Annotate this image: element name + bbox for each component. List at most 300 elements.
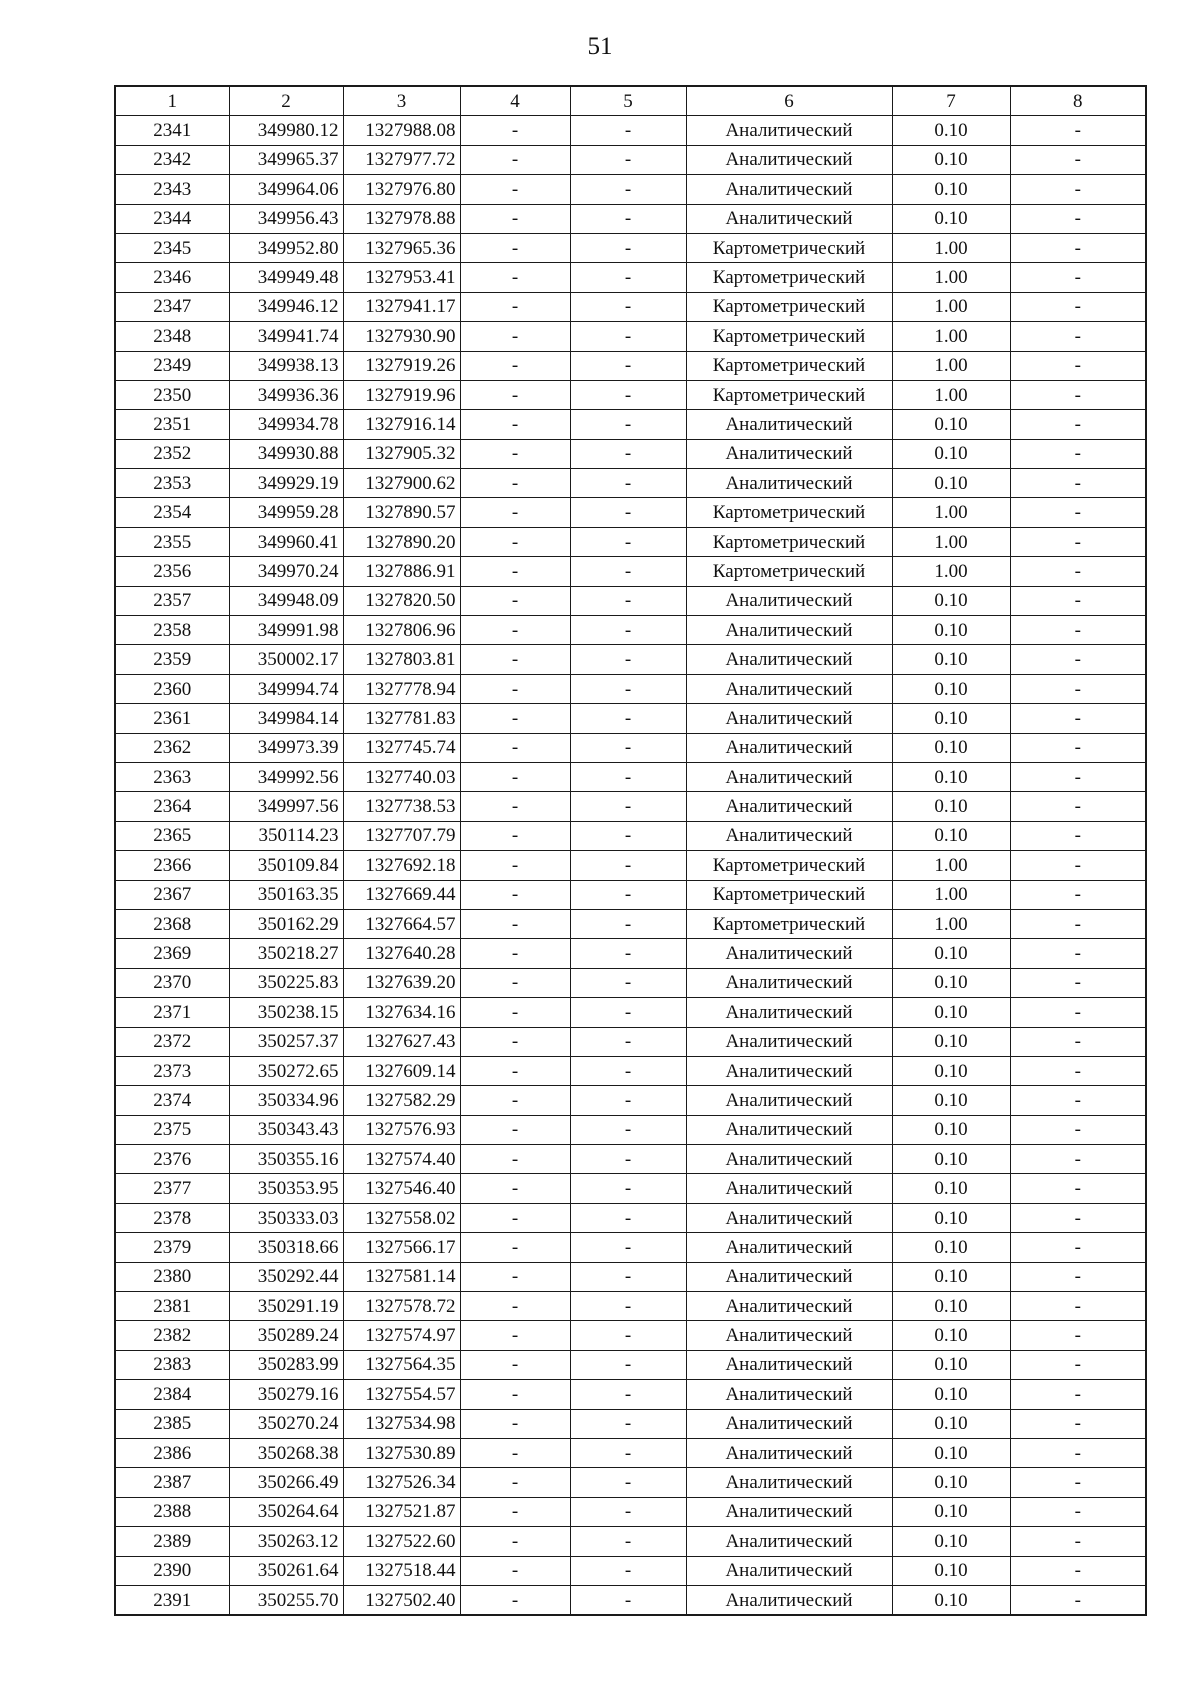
method-cell: Аналитический xyxy=(686,439,892,468)
coord-y-cell: 1327574.40 xyxy=(343,1145,460,1174)
point-number-cell: 2352 xyxy=(115,439,229,468)
point-number-cell: 2371 xyxy=(115,998,229,1027)
table-row xyxy=(115,851,1146,880)
coord-y-cell: 1327521.87 xyxy=(343,1497,460,1526)
coord-y-cell: 1327530.89 xyxy=(343,1438,460,1467)
accuracy-cell: 0.10 xyxy=(892,1292,1010,1321)
col-4-value-cell: - xyxy=(460,645,570,674)
coord-y-cell: 1327740.03 xyxy=(343,762,460,791)
col-4-value-cell: - xyxy=(460,1233,570,1262)
point-number-cell: 2389 xyxy=(115,1527,229,1556)
col-8-value-cell: - xyxy=(1010,909,1146,938)
col-8-value-cell: - xyxy=(1010,968,1146,997)
coord-y-cell: 1327669.44 xyxy=(343,880,460,909)
point-number-cell: 2359 xyxy=(115,645,229,674)
method-cell: Аналитический xyxy=(686,616,892,645)
coord-x-cell: 349970.24 xyxy=(229,557,343,586)
method-cell: Картометрический xyxy=(686,557,892,586)
accuracy-cell: 0.10 xyxy=(892,939,1010,968)
point-number-cell: 2380 xyxy=(115,1262,229,1291)
coord-x-cell: 350343.43 xyxy=(229,1115,343,1144)
coord-x-cell: 349930.88 xyxy=(229,439,343,468)
coord-y-cell: 1327707.79 xyxy=(343,821,460,850)
col-8-value-cell: - xyxy=(1010,733,1146,762)
table-row xyxy=(115,880,1146,909)
col-5-value-cell: - xyxy=(570,1203,686,1232)
col-5-value-cell: - xyxy=(570,1174,686,1203)
col-4-value-cell: - xyxy=(460,439,570,468)
coord-x-cell: 350263.12 xyxy=(229,1527,343,1556)
col-4-value-cell: - xyxy=(460,1350,570,1379)
accuracy-cell: 0.10 xyxy=(892,116,1010,145)
col-5-value-cell: - xyxy=(570,1321,686,1350)
coord-x-cell: 350355.16 xyxy=(229,1145,343,1174)
col-5-value-cell: - xyxy=(570,1556,686,1585)
coord-x-cell: 349992.56 xyxy=(229,762,343,791)
col-4-value-cell: - xyxy=(460,1438,570,1467)
col-5-value-cell: - xyxy=(570,704,686,733)
col-5-value-cell: - xyxy=(570,586,686,615)
col-8-value-cell: - xyxy=(1010,1556,1146,1585)
table-row xyxy=(115,762,1146,791)
col-4-value-cell: - xyxy=(460,1468,570,1497)
coord-x-cell: 350238.15 xyxy=(229,998,343,1027)
accuracy-cell: 1.00 xyxy=(892,322,1010,351)
accuracy-cell: 0.10 xyxy=(892,469,1010,498)
col-4-value-cell: - xyxy=(460,1292,570,1321)
method-cell: Аналитический xyxy=(686,821,892,850)
point-number-cell: 2348 xyxy=(115,322,229,351)
accuracy-cell: 1.00 xyxy=(892,880,1010,909)
accuracy-cell: 0.10 xyxy=(892,762,1010,791)
col-4-value-cell: - xyxy=(460,351,570,380)
coord-y-cell: 1327518.44 xyxy=(343,1556,460,1585)
method-cell: Аналитический xyxy=(686,968,892,997)
col-4-value-cell: - xyxy=(460,322,570,351)
method-cell: Аналитический xyxy=(686,1262,892,1291)
col-4-value-cell: - xyxy=(460,616,570,645)
coord-y-cell: 1327976.80 xyxy=(343,175,460,204)
col-5-value-cell: - xyxy=(570,880,686,909)
coord-y-cell: 1327988.08 xyxy=(343,116,460,145)
col-8-value-cell: - xyxy=(1010,1438,1146,1467)
col-4-value-cell: - xyxy=(460,1086,570,1115)
method-cell: Аналитический xyxy=(686,645,892,674)
accuracy-cell: 0.10 xyxy=(892,175,1010,204)
method-cell: Картометрический xyxy=(686,351,892,380)
coord-y-cell: 1327778.94 xyxy=(343,674,460,703)
col-5-value-cell: - xyxy=(570,616,686,645)
point-number-cell: 2383 xyxy=(115,1350,229,1379)
table-row xyxy=(115,1585,1146,1615)
col-8-value-cell: - xyxy=(1010,1145,1146,1174)
table-row xyxy=(115,939,1146,968)
table-row xyxy=(115,145,1146,174)
coord-y-cell: 1327806.96 xyxy=(343,616,460,645)
col-8-value-cell: - xyxy=(1010,469,1146,498)
coord-y-cell: 1327576.93 xyxy=(343,1115,460,1144)
col-5-value-cell: - xyxy=(570,439,686,468)
col-5-value-cell: - xyxy=(570,1292,686,1321)
accuracy-cell: 0.10 xyxy=(892,1409,1010,1438)
table-row xyxy=(115,1203,1146,1232)
col-5-value-cell: - xyxy=(570,322,686,351)
coord-x-cell: 350266.49 xyxy=(229,1468,343,1497)
accuracy-cell: 0.10 xyxy=(892,704,1010,733)
point-number-cell: 2360 xyxy=(115,674,229,703)
coord-y-cell: 1327534.98 xyxy=(343,1409,460,1438)
point-number-cell: 2342 xyxy=(115,145,229,174)
col-8-value-cell: - xyxy=(1010,586,1146,615)
col-5-value-cell: - xyxy=(570,1468,686,1497)
coord-y-cell: 1327890.20 xyxy=(343,527,460,556)
col-8-value-cell: - xyxy=(1010,1233,1146,1262)
coord-y-cell: 1327564.35 xyxy=(343,1350,460,1379)
method-cell: Аналитический xyxy=(686,1086,892,1115)
method-cell: Аналитический xyxy=(686,1115,892,1144)
point-number-cell: 2364 xyxy=(115,792,229,821)
table-row xyxy=(115,821,1146,850)
method-cell: Аналитический xyxy=(686,204,892,233)
col-4-value-cell: - xyxy=(460,939,570,968)
col-5-value-cell: - xyxy=(570,1380,686,1409)
accuracy-cell: 0.10 xyxy=(892,1262,1010,1291)
coord-x-cell: 349980.12 xyxy=(229,116,343,145)
coord-x-cell: 350002.17 xyxy=(229,645,343,674)
coord-x-cell: 349952.80 xyxy=(229,233,343,262)
table-row xyxy=(115,1086,1146,1115)
coord-x-cell: 350292.44 xyxy=(229,1262,343,1291)
point-number-cell: 2386 xyxy=(115,1438,229,1467)
col-8-value-cell: - xyxy=(1010,1203,1146,1232)
accuracy-cell: 0.10 xyxy=(892,1321,1010,1350)
col-5-value-cell: - xyxy=(570,1585,686,1615)
col-8-value-cell: - xyxy=(1010,998,1146,1027)
point-number-cell: 2356 xyxy=(115,557,229,586)
point-number-cell: 2362 xyxy=(115,733,229,762)
coord-y-cell: 1327965.36 xyxy=(343,233,460,262)
coord-y-cell: 1327905.32 xyxy=(343,439,460,468)
point-number-cell: 2382 xyxy=(115,1321,229,1350)
table-row xyxy=(115,616,1146,645)
table-row xyxy=(115,1350,1146,1379)
table-row xyxy=(115,527,1146,556)
table-row xyxy=(115,1056,1146,1085)
point-number-cell: 2365 xyxy=(115,821,229,850)
accuracy-cell: 1.00 xyxy=(892,498,1010,527)
table-row xyxy=(115,175,1146,204)
method-cell: Аналитический xyxy=(686,704,892,733)
col-5-value-cell: - xyxy=(570,851,686,880)
point-number-cell: 2391 xyxy=(115,1585,229,1615)
point-number-cell: 2375 xyxy=(115,1115,229,1144)
coord-x-cell: 349965.37 xyxy=(229,145,343,174)
col-5-value-cell: - xyxy=(570,1409,686,1438)
coord-y-cell: 1327953.41 xyxy=(343,263,460,292)
col-8-value-cell: - xyxy=(1010,1262,1146,1291)
point-number-cell: 2384 xyxy=(115,1380,229,1409)
accuracy-cell: 0.10 xyxy=(892,616,1010,645)
method-cell: Аналитический xyxy=(686,1056,892,1085)
col-8-value-cell: - xyxy=(1010,233,1146,262)
coord-y-cell: 1327890.57 xyxy=(343,498,460,527)
coord-x-cell: 349949.48 xyxy=(229,263,343,292)
col-4-value-cell: - xyxy=(460,292,570,321)
table-row xyxy=(115,439,1146,468)
point-number-cell: 2367 xyxy=(115,880,229,909)
table-body xyxy=(115,116,1146,1615)
column-header: 5 xyxy=(570,86,686,116)
coord-x-cell: 350318.66 xyxy=(229,1233,343,1262)
point-number-cell: 2369 xyxy=(115,939,229,968)
accuracy-cell: 0.10 xyxy=(892,674,1010,703)
table-row xyxy=(115,1409,1146,1438)
coord-y-cell: 1327554.57 xyxy=(343,1380,460,1409)
table-row xyxy=(115,1556,1146,1585)
coord-y-cell: 1327781.83 xyxy=(343,704,460,733)
col-5-value-cell: - xyxy=(570,645,686,674)
col-4-value-cell: - xyxy=(460,498,570,527)
col-8-value-cell: - xyxy=(1010,1409,1146,1438)
col-5-value-cell: - xyxy=(570,733,686,762)
coord-x-cell: 349973.39 xyxy=(229,733,343,762)
col-4-value-cell: - xyxy=(460,998,570,1027)
coord-x-cell: 350218.27 xyxy=(229,939,343,968)
method-cell: Аналитический xyxy=(686,469,892,498)
table-row xyxy=(115,909,1146,938)
accuracy-cell: 0.10 xyxy=(892,968,1010,997)
column-header: 2 xyxy=(229,86,343,116)
point-number-cell: 2373 xyxy=(115,1056,229,1085)
point-number-cell: 2390 xyxy=(115,1556,229,1585)
method-cell: Аналитический xyxy=(686,145,892,174)
accuracy-cell: 1.00 xyxy=(892,233,1010,262)
method-cell: Картометрический xyxy=(686,498,892,527)
col-8-value-cell: - xyxy=(1010,1380,1146,1409)
point-number-cell: 2344 xyxy=(115,204,229,233)
header-row xyxy=(115,86,1146,116)
col-5-value-cell: - xyxy=(570,498,686,527)
coord-x-cell: 349994.74 xyxy=(229,674,343,703)
col-5-value-cell: - xyxy=(570,674,686,703)
col-5-value-cell: - xyxy=(570,998,686,1027)
method-cell: Аналитический xyxy=(686,116,892,145)
accuracy-cell: 0.10 xyxy=(892,1438,1010,1467)
table-row xyxy=(115,998,1146,1027)
table-row xyxy=(115,1262,1146,1291)
method-cell: Картометрический xyxy=(686,322,892,351)
point-number-cell: 2376 xyxy=(115,1145,229,1174)
accuracy-cell: 0.10 xyxy=(892,145,1010,174)
accuracy-cell: 0.10 xyxy=(892,645,1010,674)
col-5-value-cell: - xyxy=(570,145,686,174)
accuracy-cell: 0.10 xyxy=(892,586,1010,615)
coord-x-cell: 349929.19 xyxy=(229,469,343,498)
page-number: 51 xyxy=(587,33,613,60)
coord-y-cell: 1327502.40 xyxy=(343,1585,460,1615)
accuracy-cell: 0.10 xyxy=(892,821,1010,850)
coord-y-cell: 1327745.74 xyxy=(343,733,460,762)
coord-y-cell: 1327820.50 xyxy=(343,586,460,615)
table-row xyxy=(115,968,1146,997)
col-5-value-cell: - xyxy=(570,1086,686,1115)
col-4-value-cell: - xyxy=(460,821,570,850)
method-cell: Аналитический xyxy=(686,674,892,703)
col-8-value-cell: - xyxy=(1010,1292,1146,1321)
point-number-cell: 2363 xyxy=(115,762,229,791)
accuracy-cell: 0.10 xyxy=(892,1497,1010,1526)
col-8-value-cell: - xyxy=(1010,1321,1146,1350)
method-cell: Картометрический xyxy=(686,527,892,556)
col-4-value-cell: - xyxy=(460,792,570,821)
point-number-cell: 2349 xyxy=(115,351,229,380)
accuracy-cell: 0.10 xyxy=(892,1468,1010,1497)
col-8-value-cell: - xyxy=(1010,322,1146,351)
col-8-value-cell: - xyxy=(1010,645,1146,674)
table-row xyxy=(115,1497,1146,1526)
method-cell: Картометрический xyxy=(686,233,892,262)
table-row xyxy=(115,1027,1146,1056)
col-4-value-cell: - xyxy=(460,880,570,909)
table-row xyxy=(115,1438,1146,1467)
col-5-value-cell: - xyxy=(570,792,686,821)
point-number-cell: 2378 xyxy=(115,1203,229,1232)
accuracy-cell: 0.10 xyxy=(892,1027,1010,1056)
coord-y-cell: 1327738.53 xyxy=(343,792,460,821)
point-number-cell: 2370 xyxy=(115,968,229,997)
col-4-value-cell: - xyxy=(460,1262,570,1291)
col-8-value-cell: - xyxy=(1010,410,1146,439)
point-number-cell: 2347 xyxy=(115,292,229,321)
point-number-cell: 2361 xyxy=(115,704,229,733)
col-8-value-cell: - xyxy=(1010,792,1146,821)
point-number-cell: 2377 xyxy=(115,1174,229,1203)
method-cell: Аналитический xyxy=(686,410,892,439)
accuracy-cell: 0.10 xyxy=(892,1556,1010,1585)
method-cell: Аналитический xyxy=(686,586,892,615)
col-8-value-cell: - xyxy=(1010,498,1146,527)
col-5-value-cell: - xyxy=(570,1056,686,1085)
coord-y-cell: 1327581.14 xyxy=(343,1262,460,1291)
coord-y-cell: 1327634.16 xyxy=(343,998,460,1027)
table-row xyxy=(115,204,1146,233)
method-cell: Картометрический xyxy=(686,851,892,880)
column-header: 6 xyxy=(686,86,892,116)
col-4-value-cell: - xyxy=(460,733,570,762)
accuracy-cell: 0.10 xyxy=(892,204,1010,233)
table-row xyxy=(115,1468,1146,1497)
point-number-cell: 2351 xyxy=(115,410,229,439)
accuracy-cell: 0.10 xyxy=(892,1380,1010,1409)
col-4-value-cell: - xyxy=(460,1527,570,1556)
col-4-value-cell: - xyxy=(460,557,570,586)
accuracy-cell: 0.10 xyxy=(892,1174,1010,1203)
coord-y-cell: 1327558.02 xyxy=(343,1203,460,1232)
point-number-cell: 2341 xyxy=(115,116,229,145)
col-8-value-cell: - xyxy=(1010,616,1146,645)
col-4-value-cell: - xyxy=(460,410,570,439)
point-number-cell: 2385 xyxy=(115,1409,229,1438)
coord-y-cell: 1327522.60 xyxy=(343,1527,460,1556)
accuracy-cell: 1.00 xyxy=(892,263,1010,292)
accuracy-cell: 0.10 xyxy=(892,1350,1010,1379)
col-4-value-cell: - xyxy=(460,586,570,615)
col-8-value-cell: - xyxy=(1010,674,1146,703)
method-cell: Аналитический xyxy=(686,1468,892,1497)
col-4-value-cell: - xyxy=(460,1497,570,1526)
col-4-value-cell: - xyxy=(460,1174,570,1203)
accuracy-cell: 0.10 xyxy=(892,998,1010,1027)
col-8-value-cell: - xyxy=(1010,1174,1146,1203)
coord-x-cell: 350163.35 xyxy=(229,880,343,909)
method-cell: Аналитический xyxy=(686,1556,892,1585)
coord-y-cell: 1327526.34 xyxy=(343,1468,460,1497)
coord-x-cell: 349938.13 xyxy=(229,351,343,380)
coord-x-cell: 350264.64 xyxy=(229,1497,343,1526)
method-cell: Аналитический xyxy=(686,1497,892,1526)
col-5-value-cell: - xyxy=(570,1233,686,1262)
coord-x-cell: 349948.09 xyxy=(229,586,343,615)
col-8-value-cell: - xyxy=(1010,1115,1146,1144)
accuracy-cell: 0.10 xyxy=(892,1585,1010,1615)
coord-x-cell: 349964.06 xyxy=(229,175,343,204)
coord-x-cell: 349936.36 xyxy=(229,380,343,409)
col-4-value-cell: - xyxy=(460,1115,570,1144)
accuracy-cell: 1.00 xyxy=(892,351,1010,380)
col-5-value-cell: - xyxy=(570,204,686,233)
point-number-cell: 2350 xyxy=(115,380,229,409)
point-number-cell: 2379 xyxy=(115,1233,229,1262)
point-number-cell: 2387 xyxy=(115,1468,229,1497)
coord-x-cell: 349960.41 xyxy=(229,527,343,556)
col-5-value-cell: - xyxy=(570,351,686,380)
coord-x-cell: 349934.78 xyxy=(229,410,343,439)
col-5-value-cell: - xyxy=(570,821,686,850)
col-4-value-cell: - xyxy=(460,1585,570,1615)
point-number-cell: 2346 xyxy=(115,263,229,292)
accuracy-cell: 0.10 xyxy=(892,410,1010,439)
coord-x-cell: 350333.03 xyxy=(229,1203,343,1232)
coord-x-cell: 349997.56 xyxy=(229,792,343,821)
col-4-value-cell: - xyxy=(460,1203,570,1232)
col-4-value-cell: - xyxy=(460,851,570,880)
accuracy-cell: 0.10 xyxy=(892,1086,1010,1115)
accuracy-cell: 1.00 xyxy=(892,380,1010,409)
col-4-value-cell: - xyxy=(460,204,570,233)
method-cell: Аналитический xyxy=(686,1203,892,1232)
col-4-value-cell: - xyxy=(460,909,570,938)
column-header: 4 xyxy=(460,86,570,116)
coord-x-cell: 350279.16 xyxy=(229,1380,343,1409)
table-row xyxy=(115,674,1146,703)
point-number-cell: 2354 xyxy=(115,498,229,527)
table-row xyxy=(115,263,1146,292)
coord-x-cell: 350162.29 xyxy=(229,909,343,938)
col-8-value-cell: - xyxy=(1010,762,1146,791)
coord-y-cell: 1327627.43 xyxy=(343,1027,460,1056)
coord-y-cell: 1327546.40 xyxy=(343,1174,460,1203)
coord-y-cell: 1327574.97 xyxy=(343,1321,460,1350)
col-4-value-cell: - xyxy=(460,1380,570,1409)
method-cell: Картометрический xyxy=(686,380,892,409)
col-4-value-cell: - xyxy=(460,527,570,556)
col-8-value-cell: - xyxy=(1010,1027,1146,1056)
col-8-value-cell: - xyxy=(1010,1527,1146,1556)
coord-y-cell: 1327900.62 xyxy=(343,469,460,498)
method-cell: Аналитический xyxy=(686,733,892,762)
coord-y-cell: 1327919.96 xyxy=(343,380,460,409)
col-8-value-cell: - xyxy=(1010,880,1146,909)
